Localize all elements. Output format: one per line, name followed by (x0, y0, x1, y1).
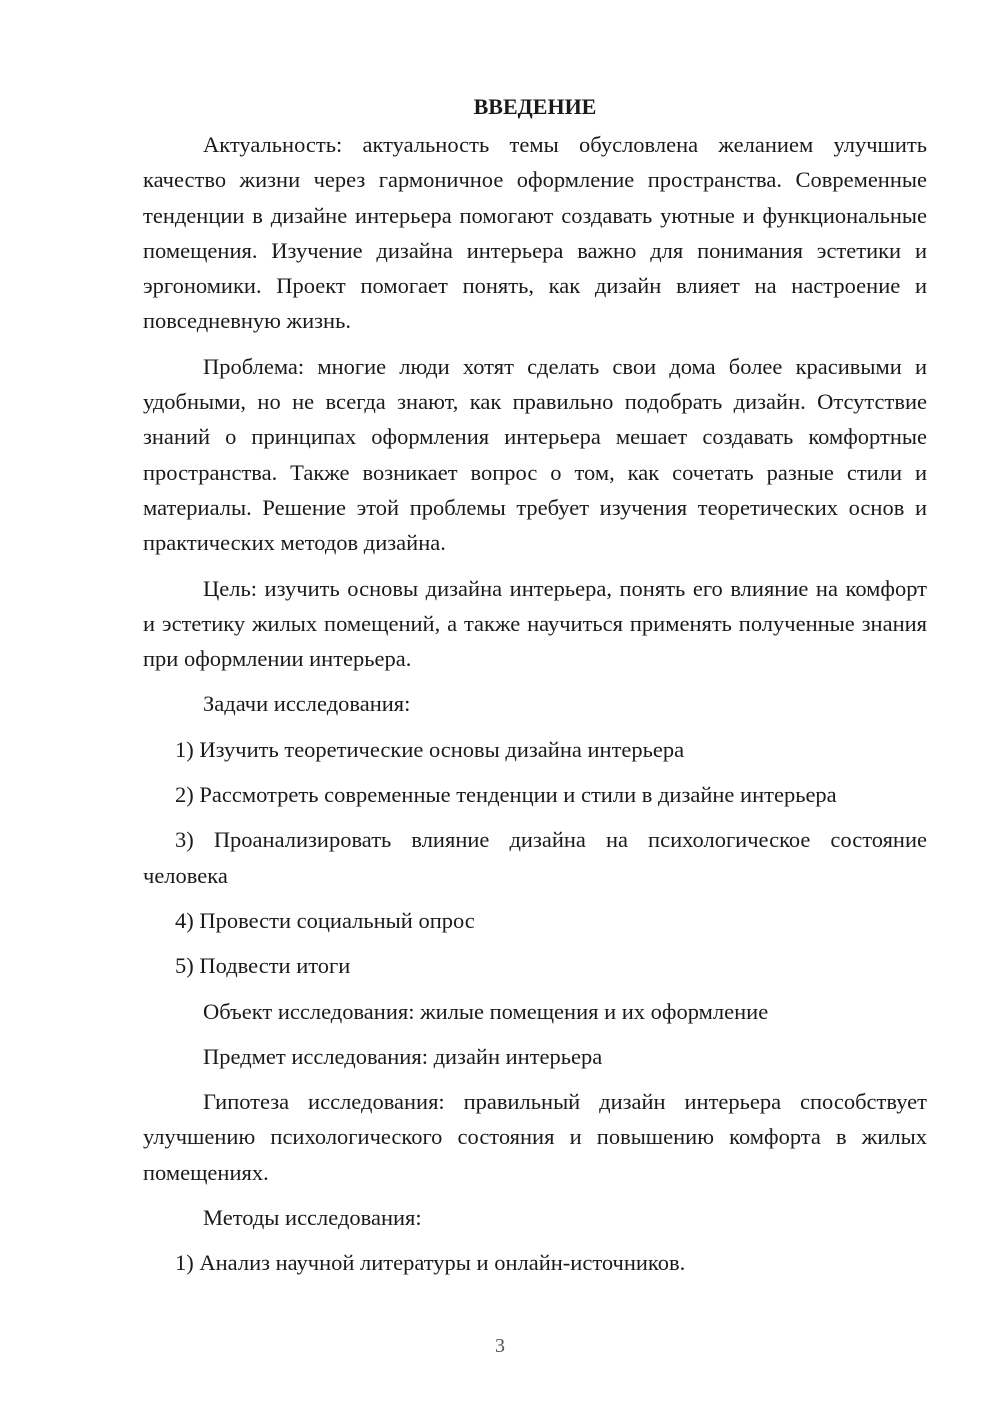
research-subject: Предмет исследования: дизайн интерьера (203, 1043, 603, 1069)
section-title: ВВЕДЕНИЕ (473, 94, 597, 119)
goal-paragraph: Цель: изучить основы дизайна интерьера, понять его влияние на комфорт и эстетику жилых помещений, а также научиться применять полученные знания при оформлении интерьера. (143, 575, 927, 672)
problem-paragraph: Проблема: многие люди хотят сделать свои дома более красивыми и удобными, но не всегда знают, как правильно подобрать дизайн. Отсутствие знаний о принципах оформления интерьера мешает создавать комфортные пространства. Также возникает вопрос о том, как сочетать разные стили и материалы. Решение этой проблемы требует изучения теоретических основ и практических методов дизайна. (143, 353, 927, 556)
document-body (143, 92, 927, 1291)
relevance-paragraph: Актуальность: актуальность темы обусловлена желанием улучшить качество жизни через гармоничное оформление пространства. Современные тенденции в дизайне интерьера помогают создавать уютные и функциональные помещения. Изучение дизайна интерьера важно для понимания эстетики и эргономики. Проект помогает понять, как дизайн влияет на настроение и повседневную жизнь. (143, 132, 927, 334)
page-number: 3 (495, 1335, 505, 1357)
task-item: 5) Подвести итоги (175, 953, 351, 979)
task-item: 2) Рассмотреть современные тенденции и стили в дизайне интерьера (175, 782, 837, 808)
task-item: 3) Проанализировать влияние дизайна на психологическое состояние человека (143, 827, 927, 888)
tasks-heading: Задачи исследования: (203, 691, 411, 717)
method-item: 1) Анализ научной литературы и онлайн-источников. (175, 1250, 686, 1276)
research-object: Объект исследования: жилые помещения и их оформление (203, 998, 769, 1024)
methods-heading: Методы исследования: (203, 1205, 422, 1231)
hypothesis-paragraph: Гипотеза исследования: правильный дизайн интерьера способствует улучшению психологического состояния и повышению комфорта в жилых помещениях. (143, 1089, 927, 1185)
task-item: 4) Провести социальный опрос (175, 907, 475, 933)
task-item: 1) Изучить теоретические основы дизайна интерьера (175, 736, 685, 762)
